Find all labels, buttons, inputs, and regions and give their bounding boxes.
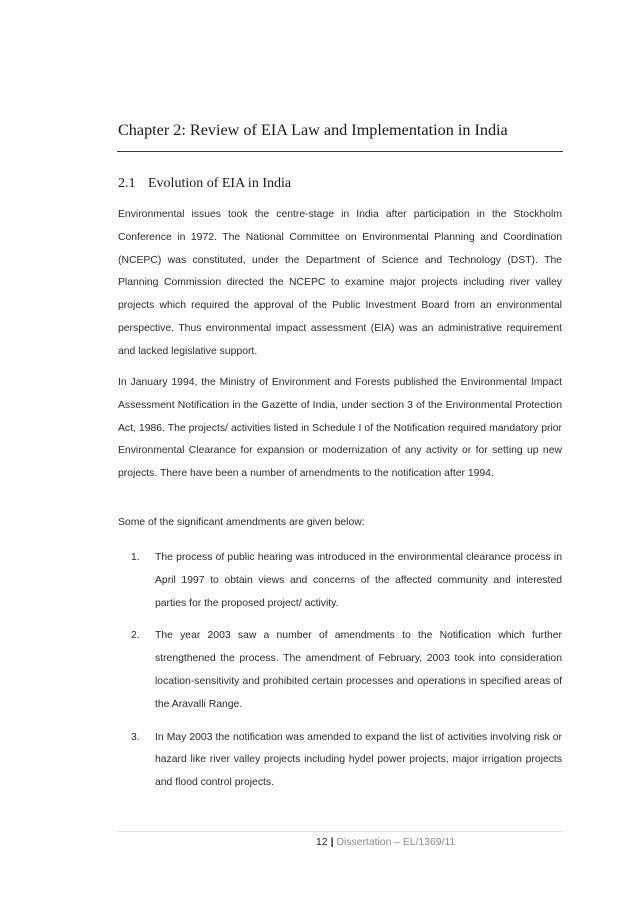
document-id: Dissertation – EL/1369/11 bbox=[336, 837, 456, 848]
section-heading bbox=[118, 176, 291, 192]
list-item-number: 1. bbox=[131, 552, 140, 563]
list-item bbox=[118, 625, 562, 716]
list-item-number: 3. bbox=[131, 731, 140, 743]
list-item bbox=[118, 727, 562, 795]
section-title: Evolution of EIA in India bbox=[148, 176, 292, 191]
footer-divider bbox=[117, 831, 563, 832]
paragraph: Environmental issues took the centre-stage in India after participation in the Stockholm Conference in 1972. The National Committee on Environmental Planning and Coordination (NCEPC) was constituted, under the Department of Science and Technology (DST). The Planning Commission directed the NCEPC to examine major projects including river valley projects which required the approval of the Public Investment Board from an environmental perspective. Thus environmental impact assessment (EIA) was an administrative requirement and lacked legislative support. bbox=[118, 209, 562, 357]
list-item-text: The process of public hearing was introduced in the environmental clearance process in April 1997 to obtain views and concerns of the affected community and interested parties for the proposed project/ activity. bbox=[155, 552, 562, 609]
page-number: 12 bbox=[316, 837, 328, 848]
section-number: 2.1 bbox=[118, 176, 136, 191]
paragraph: In January 1994, the Ministry of Environment and Forests published the Environmental Impact Assessment Notification in the Gazette of India, under section 3 of the Environmental Protection Act, 1986. The projects/ activities listed in Schedule I of the Notification required mandatory prior Environmental Clearance for expansion or modernization of any activity or for setting up new projects. There have been a number of amendments to the notification after 1994. bbox=[118, 377, 562, 480]
amendments-list bbox=[118, 547, 562, 805]
paragraph: Some of the significant amendments are given below: bbox=[118, 517, 365, 528]
list-item-text: In May 2003 the notification was amended to expand the list of activities involving risk or hazard like river valley projects including hydel power projects, major irrigation projects and flood control projects. bbox=[155, 731, 562, 789]
list-item-number: 2. bbox=[131, 630, 140, 642]
page-footer bbox=[316, 837, 455, 848]
list-item bbox=[118, 547, 562, 615]
chapter-divider bbox=[117, 151, 563, 152]
footer-separator: | bbox=[330, 837, 334, 848]
chapter-title: Chapter 2: Review of EIA Law and Implementation in India bbox=[118, 121, 508, 139]
list-item-text: The year 2003 saw a number of amendments to the Notification which further strengthened the process. The amendment of February, 2003 took into consideration location-sensitivity and prohibited certain processes and operations in specified areas of the Aravalli Range. bbox=[155, 630, 562, 710]
